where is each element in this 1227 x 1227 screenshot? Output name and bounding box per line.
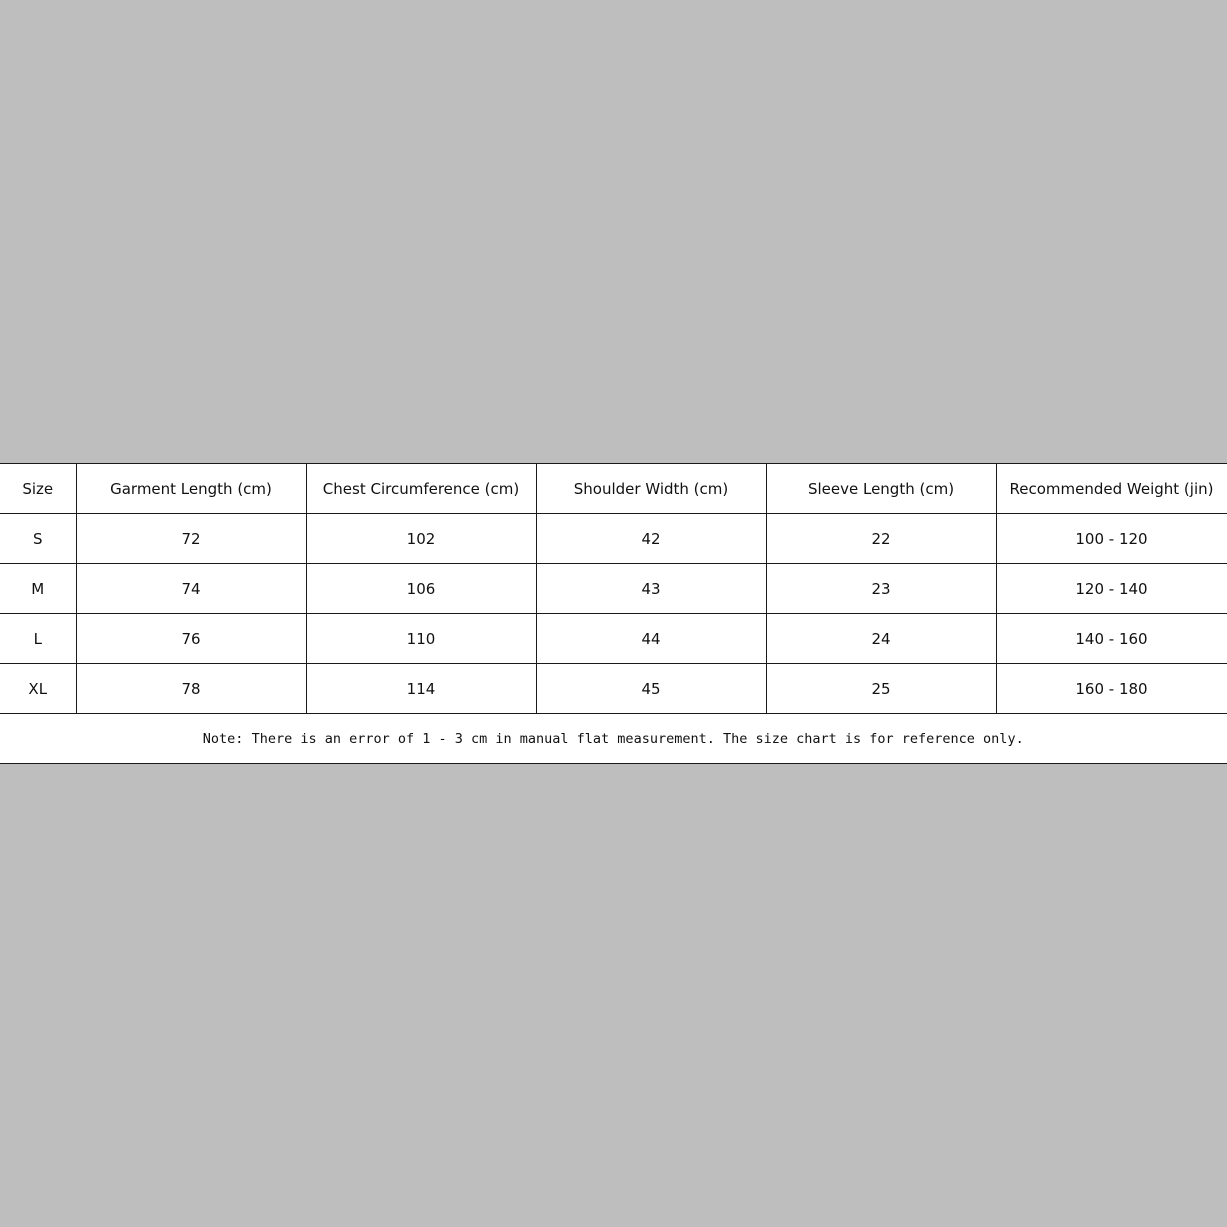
cell-garment-length: 76 [76, 614, 306, 664]
cell-recommended-weight: 120 - 140 [996, 564, 1227, 614]
table-row [0, 614, 1227, 664]
cell-sleeve-length: 25 [766, 664, 996, 714]
cell-chest-circumference: 102 [306, 514, 536, 564]
cell-sleeve-length: 24 [766, 614, 996, 664]
header-garment-length: Garment Length (cm) [76, 464, 306, 514]
cell-chest-circumference: 106 [306, 564, 536, 614]
header-sleeve-length: Sleeve Length (cm) [766, 464, 996, 514]
cell-recommended-weight: 100 - 120 [996, 514, 1227, 564]
table-row [0, 664, 1227, 714]
cell-sleeve-length: 23 [766, 564, 996, 614]
header-chest-circumference: Chest Circumference (cm) [306, 464, 536, 514]
cell-shoulder-width: 44 [536, 614, 766, 664]
cell-recommended-weight: 140 - 160 [996, 614, 1227, 664]
cell-garment-length: 74 [76, 564, 306, 614]
cell-recommended-weight: 160 - 180 [996, 664, 1227, 714]
header-size: Size [0, 464, 76, 514]
table-note-row [0, 714, 1227, 764]
table-header-row [0, 464, 1227, 514]
cell-garment-length: 78 [76, 664, 306, 714]
cell-chest-circumference: 114 [306, 664, 536, 714]
table-row [0, 514, 1227, 564]
header-recommended-weight: Recommended Weight (jin) [996, 464, 1227, 514]
size-chart-table [0, 463, 1227, 764]
cell-size: L [0, 614, 76, 664]
table-row [0, 564, 1227, 614]
cell-shoulder-width: 42 [536, 514, 766, 564]
cell-shoulder-width: 45 [536, 664, 766, 714]
cell-sleeve-length: 22 [766, 514, 996, 564]
cell-shoulder-width: 43 [536, 564, 766, 614]
cell-chest-circumference: 110 [306, 614, 536, 664]
cell-garment-length: 72 [76, 514, 306, 564]
measurement-note: Note: There is an error of 1 - 3 cm in manual flat measurement. The size chart is for reference only. [0, 714, 1227, 764]
cell-size: XL [0, 664, 76, 714]
header-shoulder-width: Shoulder Width (cm) [536, 464, 766, 514]
cell-size: S [0, 514, 76, 564]
cell-size: M [0, 564, 76, 614]
